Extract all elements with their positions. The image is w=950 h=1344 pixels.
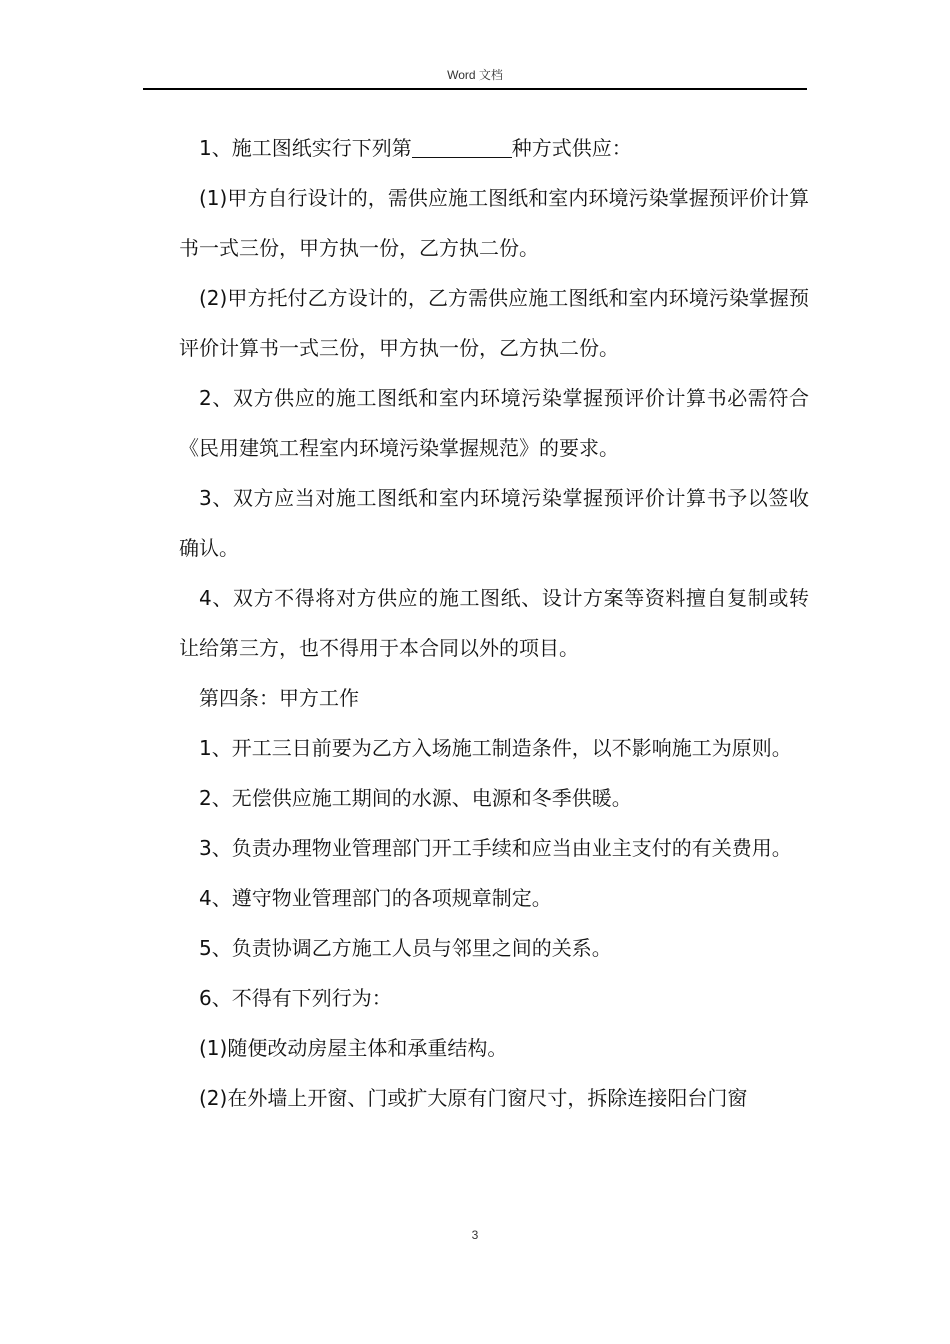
paragraph-duty-2: 2、无偿供应施工期间的水源、电源和冬季供暖。 [199, 786, 632, 810]
paragraph-duty-1: 1、开工三日前要为乙方入场施工制造条件，以不影响施工为原则。 [199, 736, 792, 760]
paragraph-clause-3: 3、双方应当对施工图纸和室内环境污染掌握预评价计算书予以签收确认。 [179, 486, 809, 560]
clause-1-text-before: 1、施工图纸实行下列第 [199, 136, 412, 160]
page-number: 3 [471, 1228, 479, 1242]
paragraph-prohibited-2: (2)在外墙上开窗、门或扩大原有门窗尺寸，拆除连接阳台门窗 [199, 1086, 748, 1110]
paragraph-item-1: (1)甲方自行设计的，需供应施工图纸和室内环境污染掌握预评价计算书一式三份，甲方执一份，乙方执二份。 [179, 186, 809, 260]
paragraph-item-2: (2)甲方托付乙方设计的，乙方需供应施工图纸和室内环境污染掌握预评价计算书一式三份，甲方执一份，乙方执二份。 [179, 286, 809, 360]
paragraph-clause-4: 4、双方不得将对方供应的施工图纸、设计方案等资料擅自复制或转让给第三方，也不得用于本合同以外的项目。 [179, 586, 809, 660]
paragraph-clause-1 [179, 123, 809, 173]
fill-in-blank [412, 137, 512, 158]
paragraph-prohibited-1: (1)随便改动房屋主体和承重结构。 [199, 1036, 508, 1060]
document-body [179, 123, 809, 1123]
paragraph-duty-4: 4、遵守物业管理部门的各项规章制定。 [199, 886, 552, 910]
section-heading: 第四条：甲方工作 [199, 686, 359, 710]
page-header [143, 62, 807, 90]
paragraph-clause-2: 2、双方供应的施工图纸和室内环境污染掌握预评价计算书必需符合《民用建筑工程室内环境污染掌握规范》的要求。 [179, 386, 809, 460]
clause-1-text-after: 种方式供应： [511, 136, 632, 160]
paragraph-duty-5: 5、负责协调乙方施工人员与邻里之间的关系。 [199, 936, 612, 960]
paragraph-duty-3: 3、负责办理物业管理部门开工手续和应当由业主支付的有关费用。 [199, 836, 792, 860]
header-title: Word 文档 [447, 68, 503, 82]
paragraph-duty-6: 6、不得有下列行为： [199, 986, 392, 1010]
